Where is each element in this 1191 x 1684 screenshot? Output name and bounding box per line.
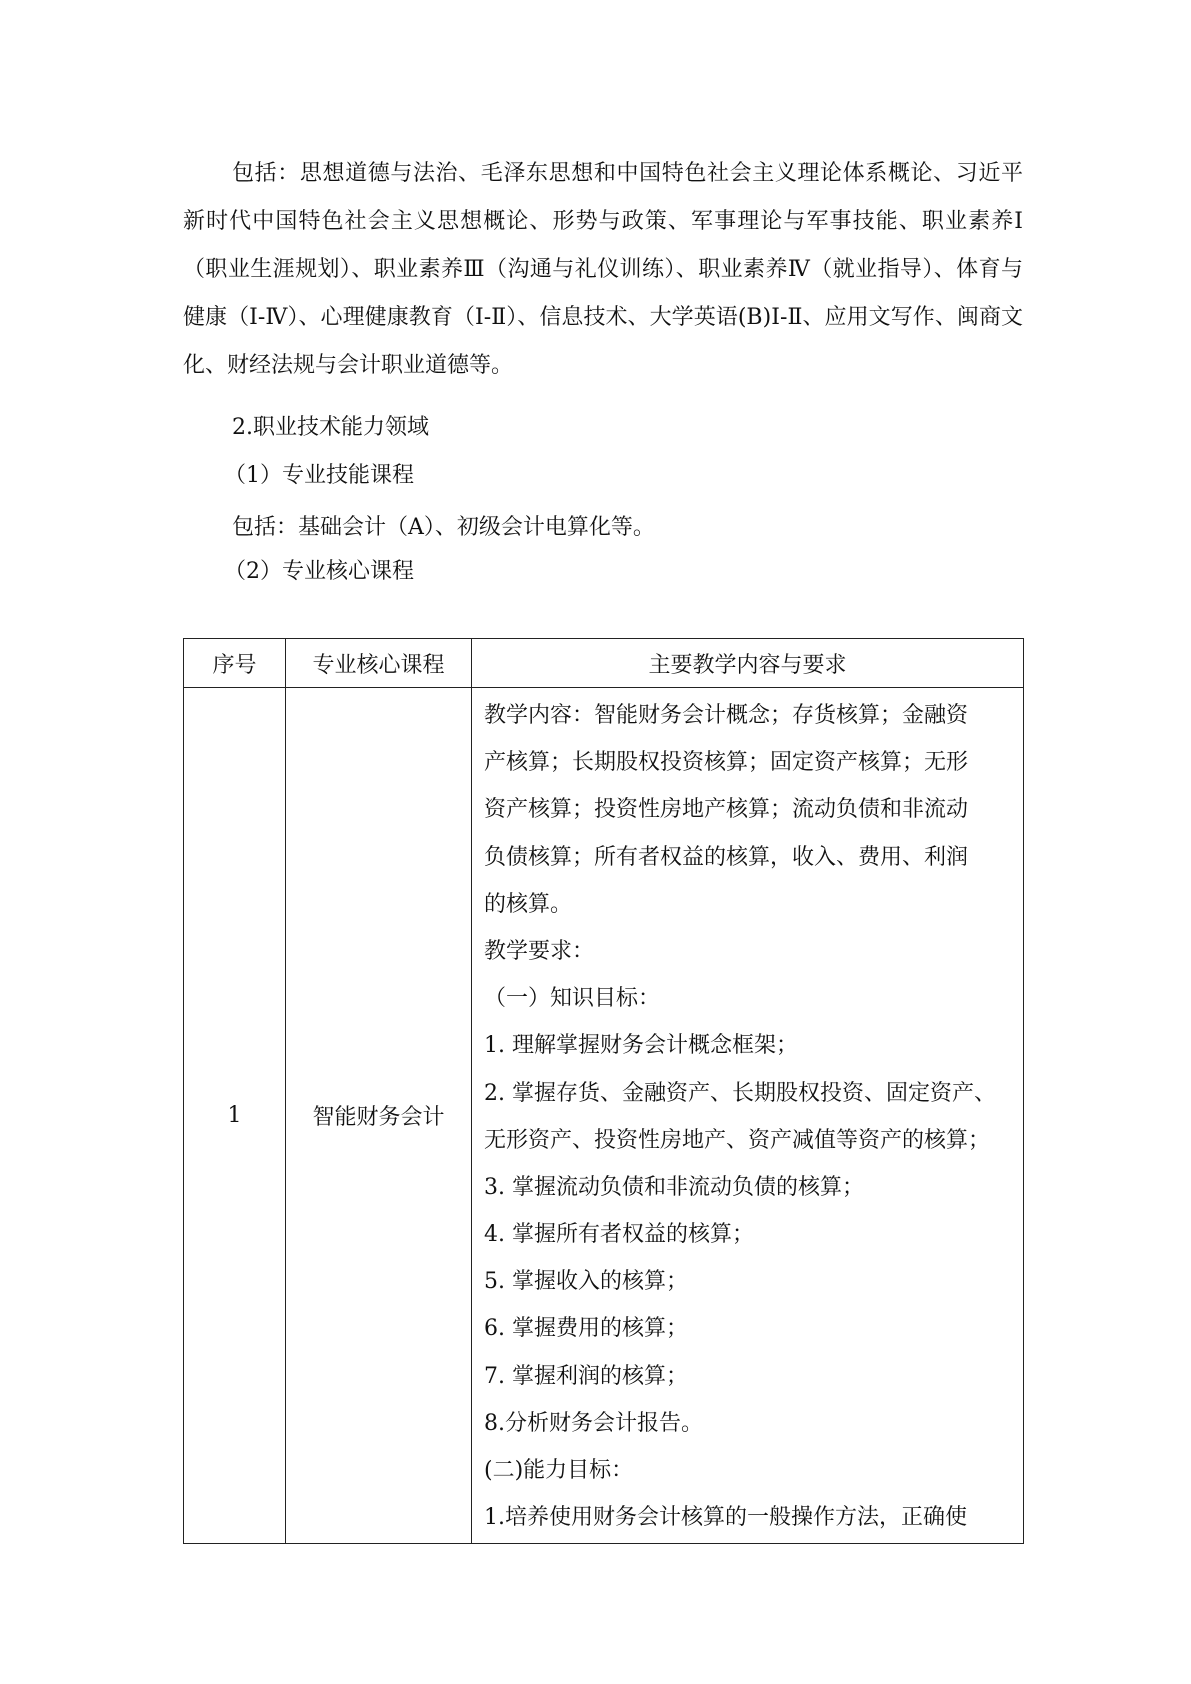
content-line: （一）知识目标： <box>484 986 661 1012</box>
content-line: 的核算。 <box>484 891 573 917</box>
core-courses-table <box>183 638 1024 1544</box>
subsection-core-heading: （2）专业核心课程 <box>224 559 414 584</box>
content-line: 资产核算；投资性房地产核算；流动负债和非流动 <box>484 797 969 823</box>
content-line: 2. 掌握存货、金融资产、长期股权投资、固定资产、 <box>484 1080 996 1106</box>
content-line: 无形资产、投资性房地产、资产减值等资产的核算； <box>484 1127 991 1153</box>
content-line: 产核算；长期股权投资核算；固定资产核算；无形 <box>484 750 969 776</box>
table-header-row <box>184 639 1024 688</box>
content-line: 5. 掌握收入的核算； <box>484 1269 688 1295</box>
content-line: 负债核算；所有者权益的核算，收入、费用、利润 <box>484 844 969 870</box>
content-line: 6. 掌握费用的核算； <box>484 1316 688 1342</box>
content-line: (二)能力目标： <box>484 1458 634 1483</box>
content-line: 1. 理解掌握财务会计概念框架； <box>484 1033 798 1059</box>
content-line: 4. 掌握所有者权益的核算； <box>484 1222 754 1248</box>
content-line: 1.培养使用财务会计核算的一般操作方法，正确使 <box>484 1505 967 1531</box>
course-content <box>472 688 1024 1544</box>
content-line: 8.分析财务会计报告。 <box>484 1410 703 1436</box>
section-heading: 2.职业技术能力领域 <box>232 415 429 440</box>
content-line: 3. 掌握流动负债和非流动负债的核算； <box>484 1174 864 1200</box>
header-course: 专业核心课程 <box>286 639 472 688</box>
course-name: 智能财务会计 <box>286 688 472 1544</box>
subsection-skills-heading: （1）专业技能课程 <box>224 463 414 488</box>
row-number: 1 <box>184 688 286 1544</box>
content-line: 教学要求： <box>484 938 595 964</box>
header-no: 序号 <box>184 639 286 688</box>
content-line: 教学内容：智能财务会计概念；存货核算；金融资 <box>484 703 969 728</box>
intro-paragraph: 包括：思想道德与法治、毛泽东思想和中国特色社会主义理论体系概论、习近平新时代中国特色社会主义思想概论、形势与政策、军事理论与军事技能、职业素养Ⅰ（职业生涯规划）、职业素养Ⅲ（沟通与礼仪训练）、职业素养Ⅳ（就业指导）、体育与健康（Ⅰ-Ⅳ）、心理健康教育（Ⅰ-Ⅱ）、信息技术、大学英语(B)Ⅰ-Ⅱ、应用文写作、闽商文化、财经法规与会计职业道德等。 <box>183 161 1023 378</box>
content-line: 7. 掌握利润的核算； <box>484 1363 688 1389</box>
header-content: 主要教学内容与要求 <box>472 639 1024 688</box>
table-row <box>184 688 1024 1544</box>
skills-paragraph: 包括：基础会计（A）、初级会计电算化等。 <box>232 515 655 540</box>
